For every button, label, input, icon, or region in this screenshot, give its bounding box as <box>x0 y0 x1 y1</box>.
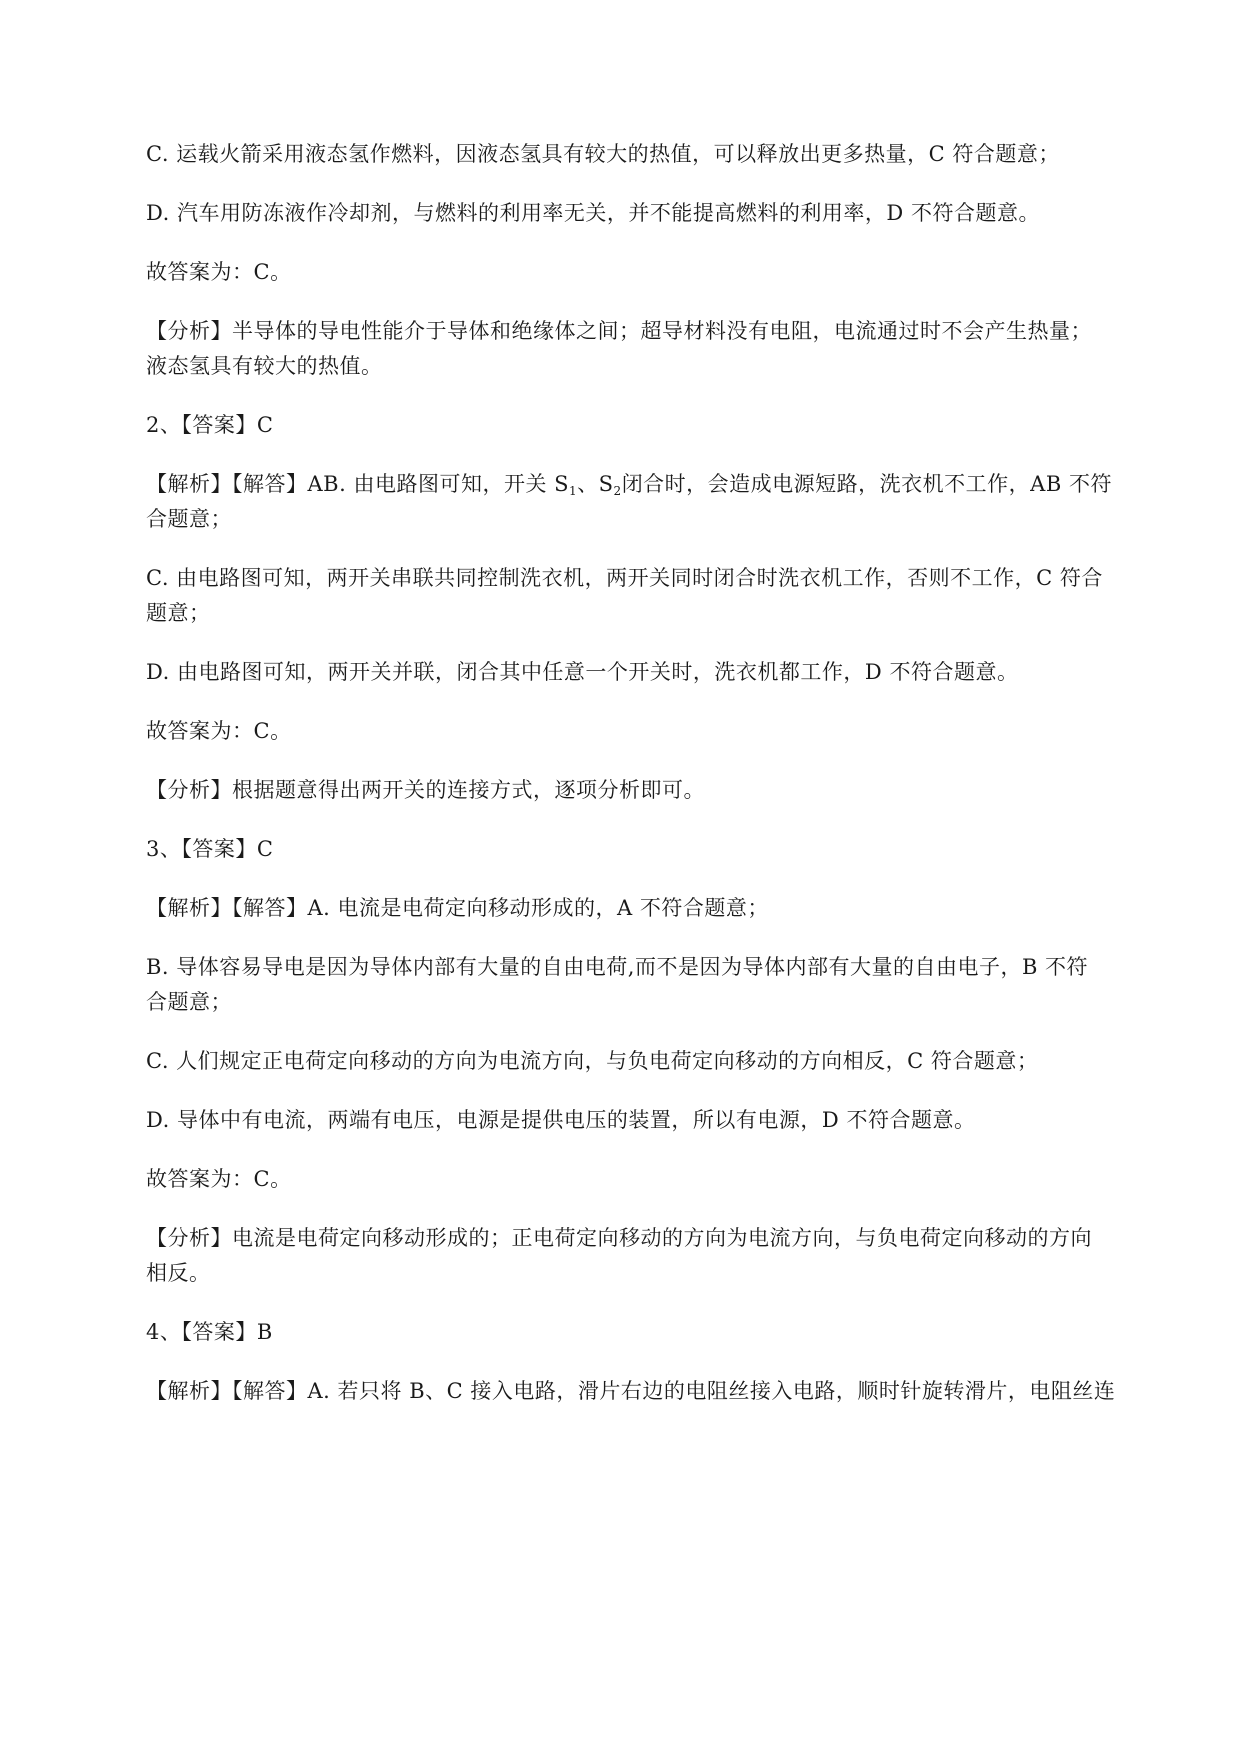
q3-option-c: C. 人们规定正电荷定向移动的方向为电流方向，与负电荷定向移动的方向相反，C 符合题意； <box>146 1049 1039 1073</box>
q3-option-d: D. 导体中有电流，两端有电压，电源是提供电压的装置，所以有电源，D 不符合题意。 <box>146 1108 976 1132</box>
q2-option-c-line1: C. 由电路图可知，两开关串联共同控制洗衣机，两开关同时闭合时洗衣机工作，否则不工作，C 符合 <box>146 566 1103 590</box>
q1-option-c: C. 运载火箭采用液态氢作燃料，因液态氢具有较大的热值，可以释放出更多热量，C 符合题意； <box>146 142 1060 166</box>
q2-explanation-line1 <box>146 467 1112 508</box>
q2-explanation-line2: 合题意； <box>146 507 232 531</box>
q3-option-b-line1: B. 导体容易导电是因为导体内部有大量的自由电荷,而不是因为导体内部有大量的自由电子，B 不符 <box>146 955 1089 979</box>
q4-explanation: 【解析】【解答】A. 若只将 B、C 接入电路，滑片右边的电阻丝接入电路，顺时针旋转滑片，电阻丝连 <box>146 1379 1116 1403</box>
q2-explanation-part1: 【解析】【解答】AB. 由电路图可知，开关 S <box>146 472 570 496</box>
q2-option-d: D. 由电路图可知，两开关并联，闭合其中任意一个开关时，洗衣机都工作，D 不符合题意。 <box>146 660 1019 684</box>
q3-conclusion: 故答案为：C。 <box>146 1167 292 1191</box>
q2-answer: 2、【答案】C <box>146 413 274 437</box>
q3-explanation: 【解析】【解答】A. 电流是电荷定向移动形成的，A 不符合题意； <box>146 896 769 920</box>
q1-conclusion: 故答案为：C。 <box>146 260 292 284</box>
q3-analysis-line2: 相反。 <box>146 1261 211 1285</box>
q3-answer: 3、【答案】C <box>146 837 274 861</box>
q2-subscript-2: 2 <box>613 484 622 498</box>
q1-analysis-line2: 液态氢具有较大的热值。 <box>146 354 383 378</box>
q1-option-d: D. 汽车用防冻液作冷却剂，与燃料的利用率无关，并不能提高燃料的利用率，D 不符合题意。 <box>146 201 1040 225</box>
q2-explanation-part2: 、S <box>577 472 614 496</box>
q3-option-b-line2: 合题意； <box>146 990 232 1014</box>
q2-explanation-part3: 闭合时，会造成电源短路，洗衣机不工作，AB 不符 <box>621 472 1112 496</box>
q2-analysis: 【分析】根据题意得出两开关的连接方式，逐项分析即可。 <box>146 778 705 802</box>
q4-answer: 4、【答案】B <box>146 1320 273 1344</box>
q2-subscript-1: 1 <box>569 484 578 498</box>
q3-analysis-line1: 【分析】电流是电荷定向移动形成的；正电荷定向移动的方向为电流方向，与负电荷定向移动的方向 <box>146 1226 1092 1250</box>
q1-analysis-line1: 【分析】半导体的导电性能介于导体和绝缘体之间；超导材料没有电阻，电流通过时不会产生热量； <box>146 319 1092 343</box>
q2-option-c-line2: 题意； <box>146 601 211 625</box>
q2-conclusion: 故答案为：C。 <box>146 719 292 743</box>
